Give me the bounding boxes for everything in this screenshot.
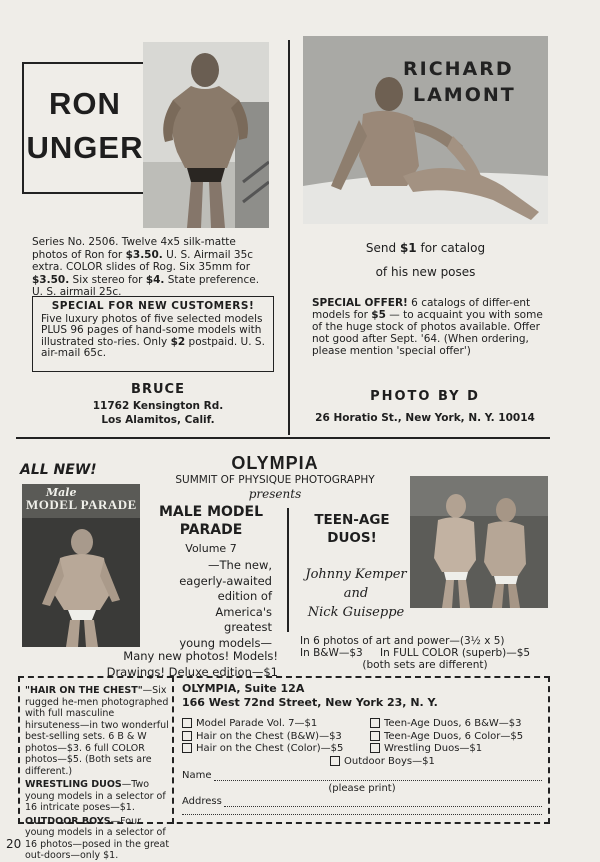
mmp-line: greatest [224,620,272,634]
page-number: 20 [6,837,22,851]
order-options-right [370,718,523,756]
address-field[interactable] [182,796,542,807]
ron-vendor-name: BRUCE [131,382,185,397]
ron-text-b: U. S. Airmail 35c extra. COLOR slides of Rog. Six 35mm for [32,248,254,273]
checkbox[interactable] [370,731,380,741]
order-option[interactable] [370,731,523,744]
olympia-subtitle: SUMMIT OF PHYSIQUE PHOTOGRAPHY [175,474,375,486]
duos-title-line1: TEEN-AGE [314,512,390,528]
duos-line2b: In FULL COLOR (superb)—$5 [380,647,531,659]
ron-text-a: Series No. 2506. Twelve 4x5 silk-matte photos of Ron for [32,236,236,261]
order-options-left [182,718,343,756]
ron-text-c: Six stereo for [69,273,146,286]
checkbox[interactable] [370,743,380,753]
mmp-line: young models— [179,635,272,650]
ron-unger-name-box [22,62,148,194]
address-label: Address [182,796,222,807]
lamont-catalog-line2: of his new poses [375,265,476,279]
order-option-label: Hair on the Chest (Color)—$5 [196,743,344,754]
teen-age-duos-photo [410,476,548,608]
order-option[interactable] [182,731,343,744]
ron-special-text-b: postpaid. U. S. air-mail 65c. [41,335,265,359]
checkbox[interactable] [370,718,380,728]
wrestling-title: WRESTLING DUOS [25,779,122,790]
ron-special-box [32,296,274,372]
order-option[interactable] [182,718,343,731]
lamont-offer-b: — to acquaint you with some of the huge stock of photos available. Offer not good after Sept. '64. (When ordering, please mention 'special offer') [312,309,543,357]
order-option-label: Teen-Age Duos, 6 B&W—$3 [384,718,522,729]
duos-line2a: In B&W—$3 [300,647,363,659]
ron-special-price: $2 [170,335,186,348]
checkbox[interactable] [182,743,192,753]
order-option[interactable] [370,718,523,731]
order-option-label: Hair on the Chest (B&W)—$3 [196,730,342,742]
duos-name2: Nick Guiseppe [307,605,405,620]
order-form-left-panel [25,685,170,862]
duos-and: and [343,586,369,601]
mmp-tail1: Many new photos! Models! [123,649,278,663]
lamont-catalog-b: for catalog [416,241,486,255]
mmp-line: edition of [217,589,272,603]
ron-unger-name-line2: UNGER [26,130,144,165]
checkbox[interactable] [182,731,192,741]
address-line-2[interactable] [182,814,542,815]
lamont-offer-a: 6 catalogs of differ-ent models for [312,297,531,321]
duos-name1: Johnny Kemper [305,567,407,582]
ron-vendor-addr2: Los Alamitos, Calif. [101,414,215,426]
mmp-line: America's [215,604,272,619]
mmp-volume: Volume 7 [185,542,237,555]
order-option[interactable] [370,743,523,756]
mmp-tail2: Drawings! Deluxe edition—$1 [106,665,278,679]
order-option-label: Wrestling Duos—$1 [384,743,483,754]
richard-lamont-photo [303,36,548,224]
cover-title: MODEL PARADE [26,497,137,512]
mmp-title-line2: PARADE [179,522,243,538]
wrestling-text: —Two young models in a selector of 16 intricate poses—$1. [25,779,166,813]
richard-lamont-name-line2: LAMONT [413,84,516,106]
duos-title-line2: DUOS! [327,530,377,546]
lamont-catalog-price: $1 [399,241,417,255]
order-option-center[interactable] [330,756,435,767]
order-option[interactable] [182,743,343,756]
mmp-line: —The new, [208,558,272,572]
ron-text-d: State preference. U. S. airmail 25c. [32,273,260,298]
order-address2: 166 West 72nd Street, New York 23, N. Y. [182,696,438,709]
ron-unger-description [32,236,272,299]
hair-title: "HAIR ON THE CHEST" [25,685,143,696]
column-divider [288,40,290,435]
olympia-inner-divider [287,508,289,632]
lamont-catalog-line1 [303,241,548,255]
name-field[interactable] [182,770,542,781]
lamont-offer-title: SPECIAL OFFER! [312,297,408,309]
ron-price-c: $4. [145,273,165,286]
ron-vendor-addr1: 11762 Kensington Rd. [92,400,224,412]
ron-price-a: $3.50. [125,248,163,261]
richard-lamont-name-line1: RICHARD [403,58,514,80]
ron-vendor-block [60,382,256,426]
mmp-description [150,558,272,651]
section-divider [16,437,550,439]
order-option-label: Model Parade Vol. 7—$1 [196,718,318,729]
olympia-title: OLYMPIA [231,453,319,473]
olympia-presents: presents [248,487,302,501]
order-address1: OLYMPIA, Suite 12A [182,682,305,695]
ron-unger-name-line1: RON [49,86,121,121]
please-print: (please print) [328,783,396,794]
name-line[interactable] [214,771,542,781]
ron-unger-photo [143,42,269,228]
checkbox[interactable] [330,756,340,766]
duos-line3: (both sets are different) [362,659,488,671]
lamont-catalog-a: Send [365,241,400,255]
outdoor-title: OUTDOOR BOYS [25,815,111,827]
order-option-label: Teen-Age Duos, 6 Color—$5 [384,730,524,742]
lamont-offer-price: $5 [371,309,386,321]
order-form-inner-divider [172,676,174,824]
outdoor-text: —Four young models in a selector of 16 photos—posed in the great out-doors—only $1. [25,815,170,861]
ron-special-title: SPECIAL FOR NEW CUSTOMERS! [51,300,255,312]
mmp-title-line1: MALE MODEL [158,504,264,520]
mmp-line: eagerly-awaited [179,573,272,588]
ron-special-text-a: Five luxury photos of five selected models PLUS 96 pages of hand-some models with illustrated sto-ries. Only [41,312,263,348]
name-label: Name [182,770,212,781]
ron-price-b: $3.50. [32,273,70,286]
order-form [18,676,550,861]
hair-text: —Six rugged he-men photographed with full masculine hirsuteness—in two wonderful best-selling sets. 6 B & W photos—$3. 6 full COLOR photos—$5. (Both sets are different.) [25,685,169,777]
order-option-label: Outdoor Boys—$1 [344,756,435,767]
olympia-all-new: ALL NEW! [20,462,97,478]
checkbox[interactable] [182,718,192,728]
lamont-offer-text [312,297,548,357]
cover-top-word: Male [46,486,77,499]
male-model-parade-cover [22,484,140,647]
address-line[interactable] [224,797,542,807]
duos-line1: In 6 photos of art and power—(3½ x 5) [300,635,505,647]
lamont-vendor-addr: 26 Horatio St., New York, N. Y. 10014 [315,412,535,424]
lamont-vendor-name: PHOTO BY D [370,389,480,404]
